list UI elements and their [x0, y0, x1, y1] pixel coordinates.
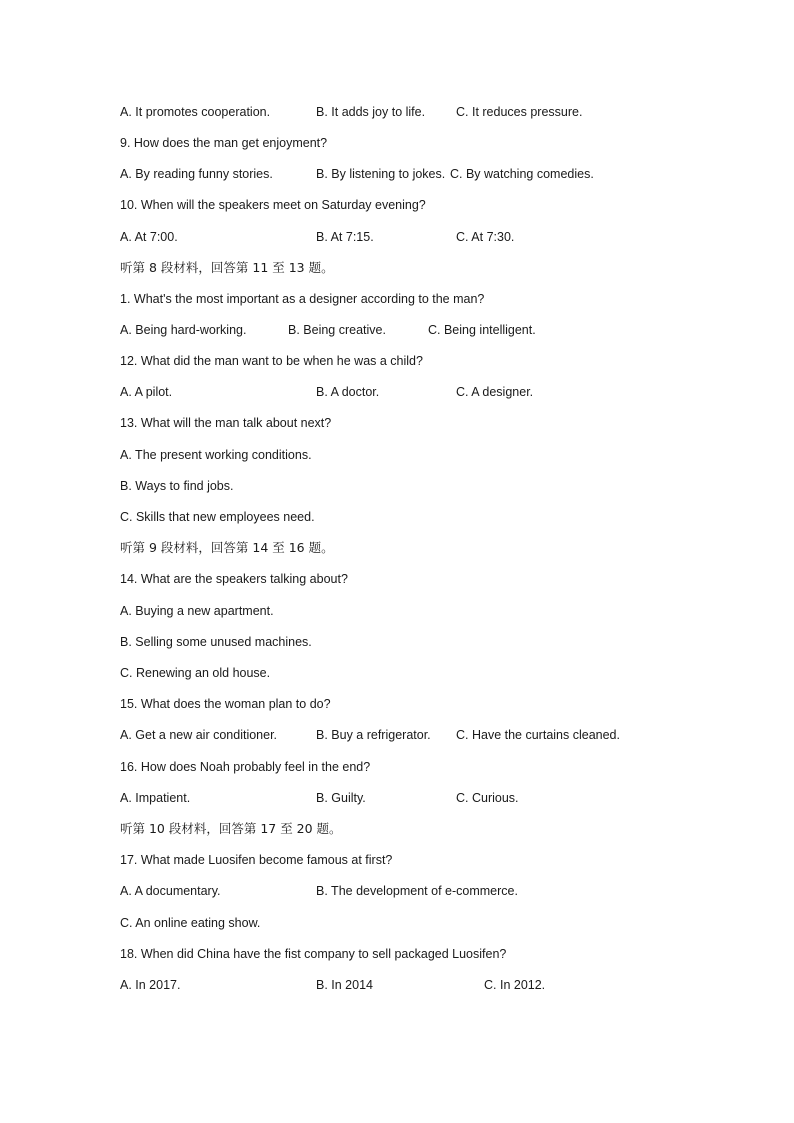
option-c: C. Being intelligent.: [428, 323, 536, 337]
question-14: 14. What are the speakers talking about?: [120, 572, 348, 586]
question-12: 12. What did the man want to be when he was a child?: [120, 354, 423, 368]
option-b: B. Guilty.: [316, 791, 366, 805]
section-header-9: 听第 9 段材料，回答第 14 至 16 题。: [120, 540, 334, 555]
option-b: B. It adds joy to life.: [316, 105, 426, 119]
option-a: A. By reading funny stories.: [120, 167, 273, 181]
option-c: C. A designer.: [456, 385, 534, 399]
option-a: A. Buying a new apartment.: [120, 604, 274, 618]
option-b: B. At 7:15.: [316, 230, 374, 244]
question-15: 15. What does the woman plan to do?: [120, 697, 331, 711]
option-a: A. A documentary.: [120, 884, 221, 898]
option-c: C. An online eating show.: [120, 916, 261, 930]
option-b: B. By listening to jokes.: [316, 167, 446, 181]
option-b: B. Selling some unused machines.: [120, 635, 312, 649]
option-c: C. Curious.: [456, 791, 519, 805]
option-a: A. Being hard-working.: [120, 323, 247, 337]
option-b: B. A doctor.: [316, 385, 380, 399]
question-16: 16. How does Noah probably feel in the end?: [120, 760, 371, 774]
option-a: A. In 2017.: [120, 978, 181, 992]
option-a: A. At 7:00.: [120, 230, 178, 244]
option-a: A. Get a new air conditioner.: [120, 728, 278, 742]
option-b: B. Ways to find jobs.: [120, 479, 234, 493]
option-b: B. Being creative.: [288, 323, 386, 337]
question-11: 1. What's the most important as a designer according to the man?: [120, 292, 485, 306]
option-c: C. In 2012.: [484, 978, 546, 992]
question-10: 10. When will the speakers meet on Saturday evening?: [120, 198, 426, 212]
question-18: 18. When did China have the fist company to sell packaged Luosifen?: [120, 947, 507, 961]
option-c: C. At 7:30.: [456, 230, 515, 244]
option-b: B. In 2014: [316, 978, 373, 992]
option-c: C. Have the curtains cleaned.: [456, 728, 620, 742]
option-b: B. Buy a refrigerator.: [316, 728, 431, 742]
option-a: A. It promotes cooperation.: [120, 105, 271, 119]
section-header-10: 听第 10 段材料，回答第 17 至 20 题。: [120, 821, 342, 836]
option-c: C. Renewing an old house.: [120, 666, 271, 680]
option-b: B. The development of e-commerce.: [316, 884, 518, 898]
option-a: A. A pilot.: [120, 385, 173, 399]
option-c: C. By watching comedies.: [450, 167, 594, 181]
question-17: 17. What made Luosifen become famous at first?: [120, 853, 393, 867]
option-a: A. The present working conditions.: [120, 448, 312, 462]
option-c: C. It reduces pressure.: [456, 105, 583, 119]
option-a: A. Impatient.: [120, 791, 191, 805]
section-header-8: 听第 8 段材料，回答第 11 至 13 题。: [120, 260, 334, 275]
question-13: 13. What will the man talk about next?: [120, 416, 332, 430]
question-9: 9. How does the man get enjoyment?: [120, 136, 328, 150]
option-c: C. Skills that new employees need.: [120, 510, 315, 524]
